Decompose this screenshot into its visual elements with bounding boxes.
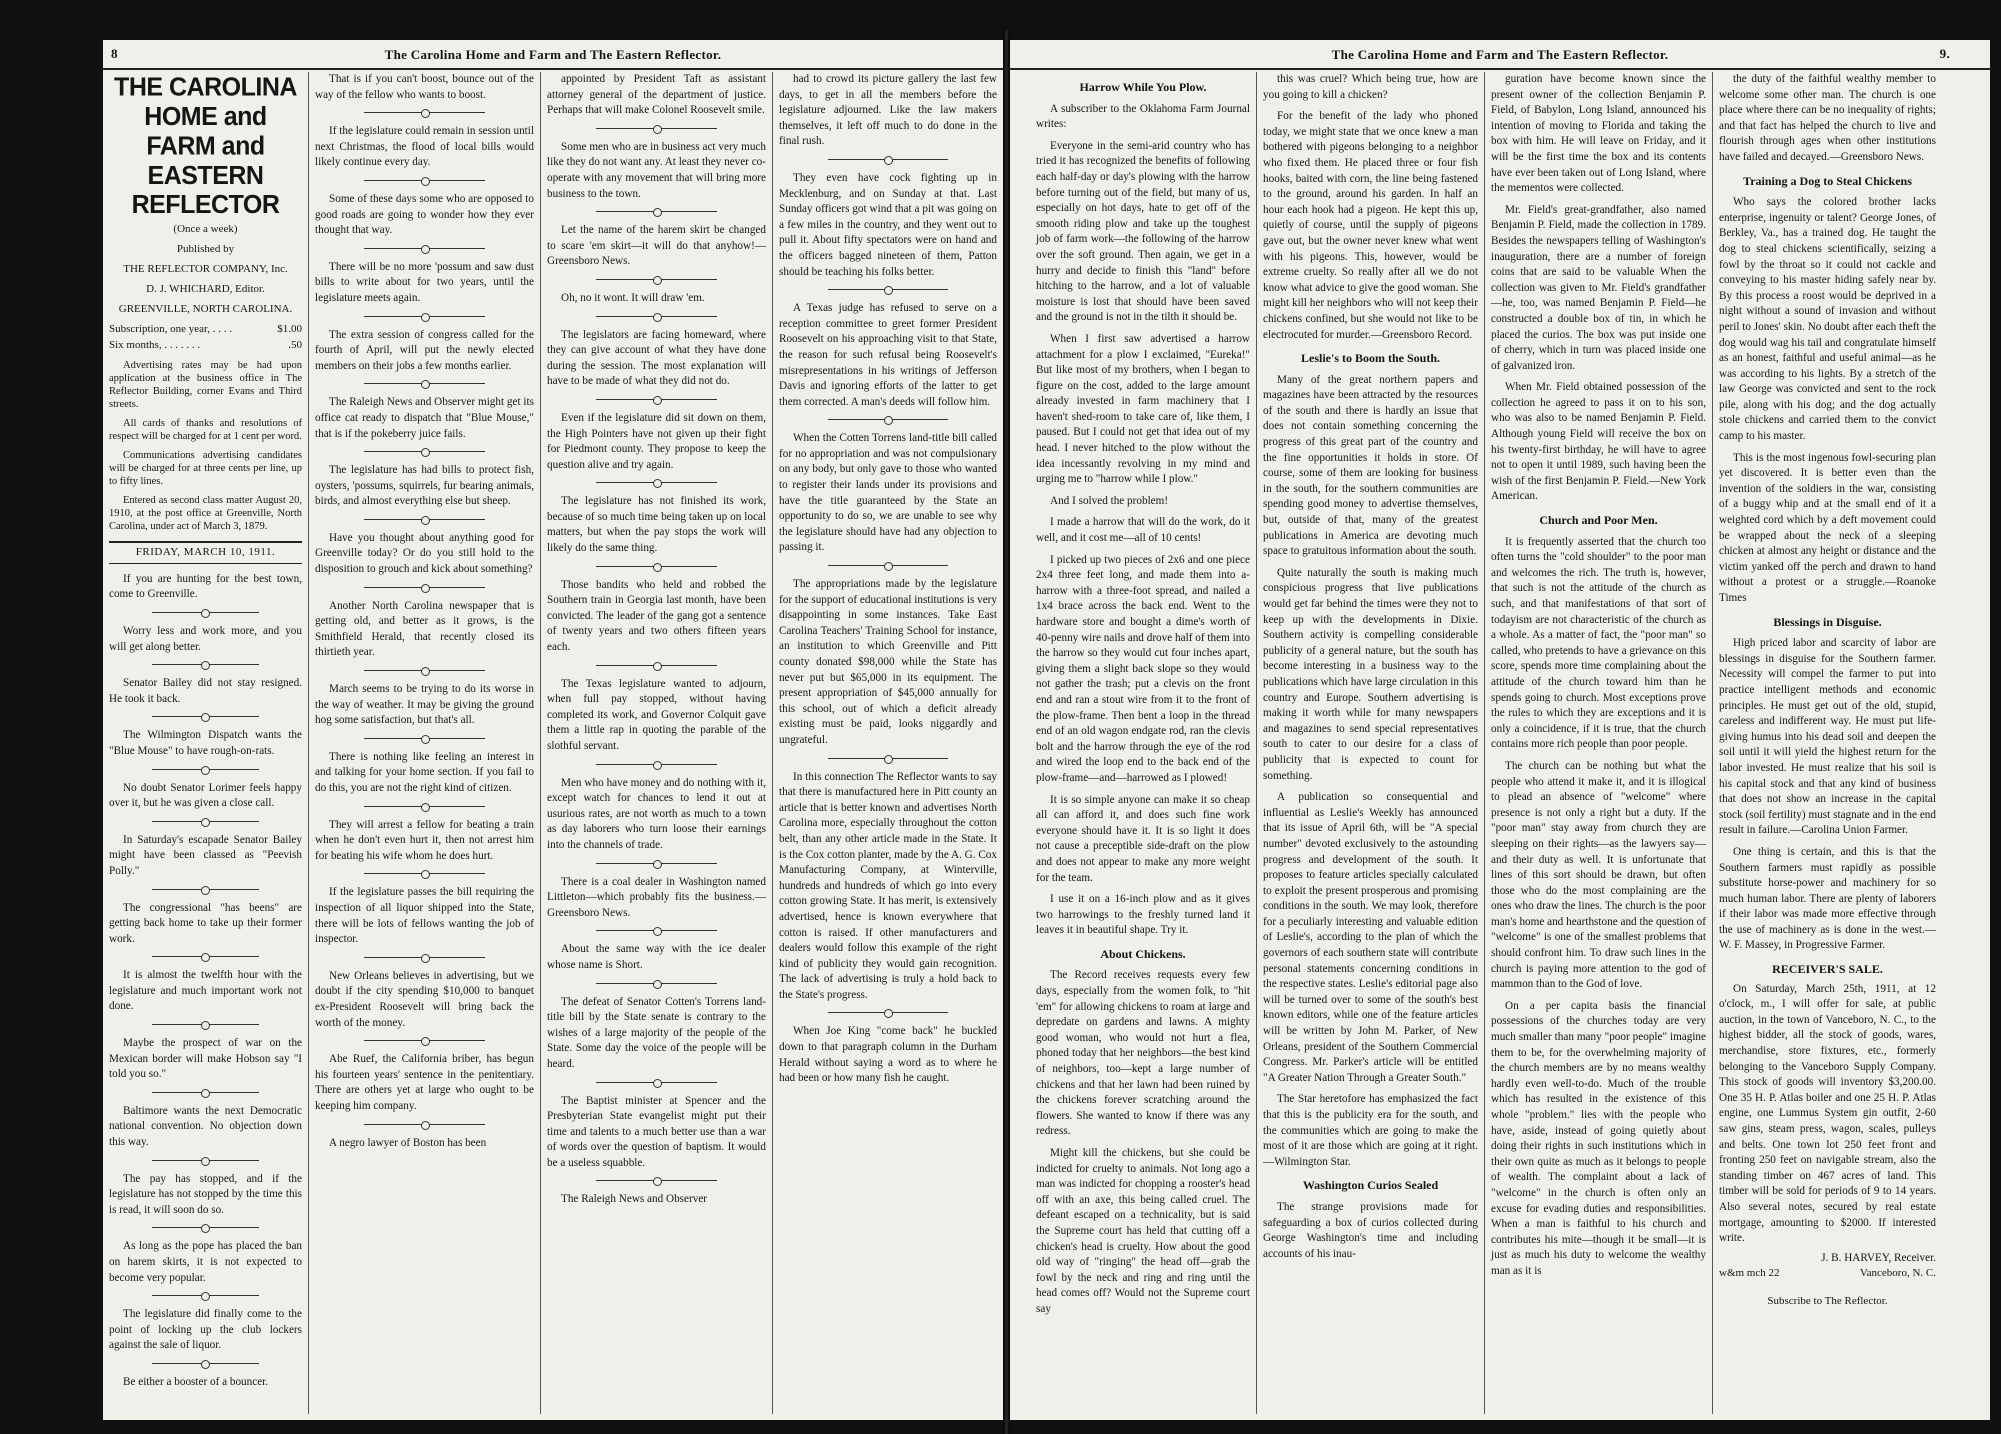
masthead-frequency: (Once a week) <box>173 223 238 235</box>
section-divider <box>596 313 716 320</box>
left-column-1 <box>103 72 308 1414</box>
paragraph: This is the most ingenous fowl-securing plan yet discovered. It is better even than the invention of the soldiers in the war, consisting of a buggy whip and at the small end of it a weighted cord which by a deft movement could be wrapped about the neck of a sleeping chicken at almost any height or distance and the victim yanked off the perch and drawn to hand without a protest or a struggle.—Roanoke Times <box>1719 451 1936 604</box>
section-divider <box>364 803 484 810</box>
section-divider <box>596 208 716 215</box>
section-divider <box>152 818 258 825</box>
paragraph: Baltimore wants the next Democratic national convention. No objection down this way. <box>109 1104 302 1149</box>
section-divider <box>364 954 484 961</box>
paragraph: Even if the legislature did sit down on them, the High Pointers have not given up their fight for Piedmont county. They propose to keep the question alive and try again. <box>547 411 766 471</box>
left-column-2 <box>308 72 540 1414</box>
paragraph: It is frequently asserted that the church too often turns the "cold shoulder" to the poor man and welcomes the rich. The truth is, however, that such is not the attitude of the church as such, and that manifestations of that sort of todayism are not characteristic of the church as a whole. As a matter of fact, the "poor man" so called, who pretends to have a grievance on this score, spends more time complaining about the attitude of the church toward him than he spends going to church. Most exceptions prove the rules to which they are exceptions and it is only a coincidence, if it is true, that the church contains more rich people than poor people. <box>1491 535 1706 751</box>
running-title-right: The Carolina Home and Farm and The Eastern Reflector. <box>1331 47 1669 62</box>
article-body <box>1263 72 1478 343</box>
paragraph: When the Cotten Torrens land-title bill called for no appropriation and was not compulsionary on any body, but only gave to those who wanted to register their lands under its provisions and have the title guaranteed by the State an opportunity to do so, we are unable to see why the legislature should have had any objection to passing it. <box>779 432 997 554</box>
article-heading: Harrow While You Plow. <box>1079 80 1207 94</box>
masthead-publisher: THE REFLECTOR COMPANY, Inc. <box>123 263 288 275</box>
subscription-rates <box>109 322 302 353</box>
section-divider <box>364 667 484 674</box>
right-column-2 <box>1256 72 1484 1414</box>
communications-notice: Communications advertising candidates will be charged for at three cents per line, up to fifty lines. <box>109 450 302 488</box>
right-column-3 <box>1484 72 1712 1414</box>
article-heading: Training a Dog to Steal Chickens <box>1743 173 1912 188</box>
paragraph: the duty of the faithful wealthy member to welcome some other man. The church is one place where there can be no inequality of rights; and that fact has helped the church to live and flourish through ages when other institutions have failed and decayed.—Greensboro News. <box>1719 73 1936 163</box>
section-divider <box>364 177 484 184</box>
paragraph-list <box>109 572 302 1391</box>
article-body <box>1263 1200 1478 1262</box>
paragraph: That is if you can't boost, bounce out of the way of the fellow who wants to boost. <box>315 73 534 101</box>
section-divider <box>364 1037 484 1044</box>
section-divider <box>364 313 484 320</box>
paragraph: The legislature has not finished its work, because of so much time being taken up on local matters, but when the pay stops the work will likely do the same thing. <box>547 495 766 555</box>
paragraph: If the legislature could remain in session until next Christmas, the flood of local bills would likely continue every day. <box>315 125 534 169</box>
section-divider <box>364 870 484 877</box>
paragraph: When Joe King "come back" he buckled down to that paragraph column in the Durham Herald without saying a word as to where he had been or how many fish he caught. <box>779 1025 997 1085</box>
subscription-label-2: Six months, . . . . . . . <box>109 338 201 351</box>
section-divider <box>364 245 484 252</box>
paragraph: Might kill the chickens, but she could be indicted for cruelty to animals. Not long ago a man was indicted for chopping a rooster's head off with an axe, this being called cruel. The defeant escaped on a technicality, but is said the Supreme court has held that cutting off a chicken's head is cruelty. How about the good old way of "ringing" the head off—grab the fowl by the neck and ring and ring until the head comes off? Would not the Supreme court say <box>1036 1147 1250 1315</box>
paragraph: The legislature did finally come to the point of locking up the club lockers against the sale of liquor. <box>109 1308 302 1352</box>
paragraph: It is so simple anyone can make it so cheap all can afford it, and does such fine work everyone should have it. It is so light it does not cause a preceptible side-draft on the plow and does not appear to make any more weight for the team. <box>1036 793 1250 884</box>
section-divider <box>152 609 258 616</box>
section-divider <box>152 1089 258 1096</box>
paragraph: As long as the pope has placed the ban on harem skirts, it is not expected to become very popular. <box>109 1240 302 1284</box>
paragraph: The Texas legislature wanted to adjourn, when full pay stopped, without having completed its work, and Governor Colquit gave them a little rap in quoting the parable of the slothful servant. <box>547 677 766 752</box>
sale-date: w&m mch 22 <box>1719 1267 1780 1280</box>
paragraph: If the legislature passes the bill requiring the inspection of all liquor shipped into the State, there will be lots of fellows wanting the job of inspector. <box>315 886 534 946</box>
left-page <box>103 40 1003 1420</box>
section-divider <box>596 276 716 283</box>
running-head-left <box>103 44 1003 70</box>
paragraph: The legislators are facing homeward, where they can give account of what they have done during the session. The most explanation will have to be made of what they did not do. <box>547 328 766 388</box>
article-heading: About Chickens. <box>1100 946 1186 961</box>
sale-place: Vanceboro, N. C. <box>1859 1267 1936 1280</box>
paragraph: Worry less and work more, and you will get along better. <box>109 624 302 653</box>
paragraph: When I first saw advertised a harrow attachment for a plow I exclaimed, "Eureka!" But like most of my brothers, when I began to figure on the cost, added to the large amount already invested in farm machinery that I haven't shed-room to take care of, like them, I paused. But I could not get that idea out of my head. I never hitched to the plow without the idea incessantly revolving in my mind and urging me to "harrow while I plow." <box>1036 332 1250 486</box>
section-divider <box>152 1157 258 1164</box>
paragraph: High priced labor and scarcity of labor are blessings in disguise for the Southern farmer. Necessity will compel the farmer to put into practice intelligent methods and economic principles. He must get out of the old, stupid, careless and indifferent way. He must put life-giving humus into his dead soil and deepen the soil until it will yield the highest return for the labor invested. He must realize that his soil is his capital stock and that any kind of business that does not show an increase in the capital stock (soil fertility) must stagnate and in the end result in failure.—Carolina Union Farmer. <box>1719 637 1936 837</box>
paragraph: Many of the great northern papers and magazines have been attracted by the resources of the south and there is hardly an issue that does not contain something concerning the progress of this great part of the country and the fine opportunities it holds in store. Of course, some of them are looking for business in the south, for the southern communities are spending good money to advertise themselves, but, outside of that, many of the greatest publications in America are devoting much space to gratuitous information about the south. <box>1263 373 1478 558</box>
paragraph: If you are hunting for the best town, come to Greenville. <box>109 572 302 601</box>
sale-heading: RECEIVER'S SALE. <box>1772 962 1883 977</box>
sale-footer <box>1719 1266 1936 1282</box>
article-body <box>1263 373 1478 1171</box>
page-number-left: 8 <box>111 46 118 61</box>
section-divider <box>828 416 948 423</box>
cards-notice: All cards of thanks and resolutions of respect will be charged for at 1 cent per word. <box>109 418 302 443</box>
section-divider <box>596 125 716 132</box>
section-divider <box>596 662 716 669</box>
section-divider <box>596 761 716 768</box>
paragraph: A subscriber to the Oklahoma Farm Journal writes: <box>1036 102 1250 131</box>
article-body <box>1719 636 1936 954</box>
paragraph: When Mr. Field obtained possession of the collection he agreed to pass it on to his son, who was also to be named Benjamin P. Field. Although young Field will receive the box on his twenty-first birthday, he will have to agree not to open it until 1989, such having been the wish of the first Benjamin P. Field.—New York American. <box>1491 381 1706 503</box>
paragraph: The Raleigh News and Observer <box>561 1193 708 1206</box>
page-number-right: 9. <box>1939 46 1950 61</box>
issue-dateline: FRIDAY, MARCH 10, 1911. <box>109 541 302 564</box>
section-divider <box>152 1292 258 1299</box>
masthead-editor: D. J. WHICHARD, Editor. <box>146 283 265 295</box>
left-column-4 <box>772 72 1003 1414</box>
paragraph: In Saturday's escapade Senator Bailey might have been classed as "Peevish Polly." <box>109 833 302 877</box>
section-divider <box>364 1121 484 1128</box>
paragraph: Be either a booster of a bouncer. <box>123 1375 269 1388</box>
section-divider <box>596 396 716 403</box>
section-divider <box>596 563 716 570</box>
masthead-published-by: Published by <box>176 243 235 255</box>
paragraph: On a per capita basis the financial possessions of the churches today are very much smaller than many "poor people" imagine them to be, for the overwhelming majority of the church members are by no means wealthy hardly even well-to-do. Much of the trouble which has resulted in the existence of this whole "problem." lies with the people who have, aside, instead of going quietly about doing their rights in such institutions which in their own quite as much as it belongs to people of wealth. The complaint about a lack of "welcome" in the church is often only an excuse for evading duties and responsibilities. When a man is faithful to his church and contributes his mite—though it be small—it is just as much his duty to welcome the wealthy man as it is <box>1491 999 1706 1277</box>
paragraph: Men who have money and do nothing with it, except watch for chances to lend it out at usurious rates, are not worth as much to a town as day laborers who turn loose their earnings into the channels of trade. <box>547 776 766 851</box>
subscribe-line: Subscribe to The Reflector. <box>1767 1294 1888 1307</box>
entered-notice: Entered as second class matter August 20, 1910, at the post office at Greenville, North Carolina, under act of March 3, 1879. <box>109 495 302 533</box>
article-body <box>1491 72 1706 505</box>
paragraph: Everyone in the semi-arid country who has tried it has recognized the benefits of following each half-day or day's plowing with the harrow before turning out of the field, but many of us, especially on hot days, hate to get off of the smooth riding plow and take up the toughest job of farm work—the following of the harrow over the soft ground. Then again, we get in a hurry and decide to finish this "land" before hitching to the harrow, and a lot of valuable moisture is lost that should have been saved and the ground is not in the tilth it should be. <box>1036 139 1250 324</box>
paragraph: Quite naturally the south is making much conspicious progress that live publications would get far behind the times were they not to keep up with the developments in Dixie. Southern activity is compelling considerable publicity of a general nature, but the south has become interesting in a business way to the publications which have large circulation in this country and Europe. Southern advertising is making it worth while for many newspapers and magazines to send special representatives south to cater to our desire for a class of publicity that is expected to count for something. <box>1263 566 1478 782</box>
paragraph: A publication so consequential and influential as Leslie's Weekly has announced that its issue of April 6th, will be "A special number" devoted exclusively to the astounding progress and development of the south. It proposes to feature articles specially calculated to exploit the present prosperous and promising conditions in the south. We may look, therefore for a peculiarly interesting and valuable edition of Leslie's, according to the plan of which the governors of each southern state will contribute personal statements concerning conditions in the respective states. Leslie's editorial page also will be turned over to some of the south's best known editors, while one of the feature articles will be written by John M. Parker, of New Orleans, president of the Southern Commercial Congress. Mr. Parker's article will be entitled "A Greater Nation Through a Greater South." <box>1263 791 1478 1084</box>
paragraph: Another North Carolina newspaper that is getting old, and better as it grows, is the Smithfield Herald, that recently closed its thirtieth year. <box>315 599 534 659</box>
right-column-4 <box>1712 72 1942 1414</box>
section-divider <box>828 1009 948 1016</box>
advertising-notice: Advertising rates may be had upon application at the business office in The Reflector Building, corner Evans and Third streets. <box>109 360 302 411</box>
paragraph: There will be no more 'possum and saw dust bills to write about for two years, until the legislature meets again. <box>315 260 534 304</box>
subscription-price-1: $1.00 <box>277 323 302 335</box>
section-divider <box>828 286 948 293</box>
section-divider <box>152 1360 258 1367</box>
article-body <box>1036 968 1250 1317</box>
paragraph: Maybe the prospect of war on the Mexican border will make Hobson say "I told you so." <box>109 1037 302 1081</box>
section-divider <box>364 584 484 591</box>
paragraph: The appropriations made by the legislature for the support of educational institutions is very disappointing in some instances. Take East Carolina Teachers' Training School for instance, an institution to which Greenville and Pitt county donated $98,000 while the State has never put but $65,000 in its equipment. The present appropriation of $45,000 annually for this school, out of which a deficit already existing must be paid, looks niggardly and ungrateful. <box>779 578 997 746</box>
paragraph: I picked up two pieces of 2x6 and one piece 2x4 three feet long, and made them into a-harrow with a three-foot spread, and nailed a 1x4 brace across the back end. Went to the hardware store and bought a dime's worth of 40-penny wire nails and drove half of them into the harrow so they would cut four inches apart, giving them a slight back slope so they would not gather the trash; put a clevis on the front end and ran a stout wire from it to the front of the plow-frame. Then bent a loop in the thread end of an old wagon endgate rod, ran the clevis bolt and the harrow through the eye of the rod and wired the loop end to the back end of the plow-frame—and—harrowed as I plowed! <box>1036 553 1250 784</box>
article-heading: Blessings in Disguise. <box>1773 614 1882 629</box>
paragraph: Oh, no it wont. It will draw 'em. <box>561 291 705 304</box>
section-divider <box>364 380 484 387</box>
article-body <box>1719 195 1936 606</box>
paragraph: Some of these days some who are opposed to good roads are going to wonder how they ever thought that way. <box>315 192 534 237</box>
section-divider <box>152 661 258 668</box>
paragraph: And I solved the problem! <box>1050 494 1169 507</box>
article-body <box>1036 102 1250 939</box>
paragraph: Have you thought about anything good for Greenville today? Or do you still hold to the disposition to grouch and kick about something? <box>315 531 534 576</box>
section-divider <box>596 860 716 867</box>
paragraph: Senator Bailey did not stay resigned. He took it back. <box>109 677 302 705</box>
section-divider <box>364 516 484 523</box>
section-divider <box>596 1177 716 1184</box>
paragraph: In this connection The Reflector wants to say that there is manufactured here in Pitt county an article that is better known and advertises North Carolina more, especially throughout the cotton belt, than any other article made in the State. It is the Cox cotton planter, made by the A. G. Cox Manufacturing Company, at Winterville, hundreds and hundreds of which go into every cotton growing State. It has merit, is extensively advertised, hence is known everywhere that cotton is raised. If other manufacturers and dealers would follow this example of the right kind of publicity they would gain recognition. The lack of advertising is truly a hold back to the State's progress. <box>779 770 997 1001</box>
section-divider <box>152 1224 258 1231</box>
paragraph: Some men who are in business act very much like they do not want any. At least they never co-operate with any movement that will bring more business to the town. <box>547 140 766 200</box>
section-divider <box>828 156 948 163</box>
running-head-right <box>1010 44 1990 70</box>
paragraph: The church can be nothing but what the people who attend it make it, and it is illogical to plead an absence of "welcome" where presence is not only a right but a duty. If the "poor man" stay away from church they are sleeping on their rights—as the lawyers say—and their duty as well. It is unfortunate that lines of this sort should be drawn, but often those who do the most complaining are the ones who draw the lines. The church is the poor man's home and hearthstone and the question of "welcome" is one of the smallest problems that should confront him. To draw such lines in the church is paying more attention to the god of mammon than to the God of love. <box>1491 759 1706 991</box>
masthead-title: THE CAROLINA HOME and FARM and EASTERN REFLECTOR <box>114 72 297 220</box>
paragraph: The strange provisions made for safeguarding a box of curios collected during George Washington's time and including accounts of his inau- <box>1263 1200 1478 1260</box>
sale-text: On Saturday, March 25th, 1911, at 12 o'clock, m., I will offer for sale, at public auction, in the town of Vanceboro, N. C., to the highest bidder, all the stock of goods, wares, merchandise, store fixtures, etc., formerly belonging to the Vanceboro Supply Company. This stock of goods will inventory $3,200.00. One 35 H. P. Atlas boiler and one 25 H. P. Atlas engine, one Lummus System gin outfit, 2-60 saw gins, steam press, wagon, scales, pulleys and belts. One town lot 250 feet front and fronting 250 feet on navigable stream, also the standing timber on 467 acres of land. This timber will be sold for periods of 9 to 14 years. Also several notes, secured by real estate mortgage, amounting to $2000. If interested write. <box>1719 982 1936 1245</box>
paragraph: The Star heretofore has emphasized the fact that this is the publicity era for the south, and the communities which are going to make the most of it are those which are going at it right.—Wilmington Star. <box>1263 1093 1478 1168</box>
paragraph: The Baptist minister at Spencer and the Presbyterian State evangelist might put their time and talents to a much better use than a war of words over the question of baptism. It would be a useless squabble. <box>547 1094 766 1169</box>
left-column-3 <box>540 72 772 1414</box>
section-divider <box>596 980 716 987</box>
masthead-location: GREENVILLE, NORTH CAROLINA. <box>118 303 293 315</box>
paragraph: March seems to be trying to do its worse in the way of weather. It may be giving the ground hog some satisfaction, but that's all. <box>315 683 534 727</box>
section-divider <box>152 1021 258 1028</box>
paragraph: Abe Ruef, the California briber, has begun his fourteen years' sentence in the penitentiary. There are others yet at large who ought to be keeping him company. <box>315 1053 534 1112</box>
section-divider <box>596 1079 716 1086</box>
article-heading: Washington Curios Sealed <box>1302 1178 1439 1193</box>
section-divider <box>152 713 258 720</box>
paragraph: Mr. Field's great-grandfather, also named Benjamin P. Field, made the collection in 1789. Besides the newspapers telling of Washington's inauguration, there are a number of foreign coins that are said to be valuable When the collection was given to Mr. Field's grandfather—he, too, was named Benjamin P. Field—he constructed a double box of tin, in which he placed the curios. The box was put inside one of cherry, which in turn was placed inside one of galvanized iron. <box>1491 203 1706 372</box>
paragraph: The Wilmington Dispatch wants the "Blue Mouse" to have rough-on-rats. <box>109 729 302 757</box>
paragraph: Those bandits who held and robbed the Southern train in Georgia last month, have been convicted. The leader of the gang got a sentence of twenty years and two others fifteen years each. <box>547 578 766 654</box>
paragraph: The defeat of Senator Cotten's Torrens land-title bill by the State senate is contrary to the wishes of a large majority of the people of the State. Some day the voice of the people will be heard. <box>547 995 766 1070</box>
paragraph: It is almost the twelfth hour with the legislature and much important work not done. <box>109 969 302 1013</box>
running-title-left: The Carolina Home and Farm and The Eastern Reflector. <box>384 47 722 62</box>
paragraph: The congressional "has beens" are getting back home to take up their former work. <box>109 901 302 945</box>
paragraph-list <box>779 72 997 1087</box>
paragraph: One thing is certain, and this is that the Southern farmers must rapidly as possible substitute horse-power and machinery for so much human labor. There are plenty of laborers if their labor was made more effective through the use of machinery as is done in the west.—W. F. Massey, in Progressive Farmer. <box>1719 845 1936 952</box>
sale-signature: J. B. HARVEY, Receiver. <box>1821 1251 1936 1264</box>
paragraph: The Record receives requests every few days, especially from the women folk, to "hit 'em" for allowing chickens to roam at large and depredate on gardens and lawns. A mighty good woman, who would not hurt a flea, phoned today that her neighbors—the best kind of neighbors, too—kept a large number of chickens and that her lawn had been ruined by the chickens forever scratching around the flowers. She wanted to know if there was any redress. <box>1036 969 1250 1138</box>
paragraph: The Raleigh News and Observer might get its office cat ready to dispatch that "Blue Mouse," that is if the pokeberry juice fails. <box>315 396 534 440</box>
paragraph: had to crowd its picture gallery the last few days, to get in all the members before the legislature adjourned. Like the law makers themselves, it left off much to do done in the final rush. <box>779 73 997 148</box>
article-body <box>1719 72 1936 166</box>
paragraph: They will arrest a fellow for beating a train when he don't even hurt it, then not arrest him for beating his wife whom he does hurt. <box>315 818 534 862</box>
paragraph: There is nothing like feeling an interest in and talking for your home section. If you fail to do this, you are not the right kind of citizen. <box>315 750 534 794</box>
paragraph: guration have become known since the present owner of the collection Benjamin P. Field, of Babylon, Long Island, announced his intention of moving to Florida and taking the box with him. He will leave on Friday, and it will be the first time the box and its contents have ever been taken out of Long Island, where the mementos were collected. <box>1491 73 1706 195</box>
right-page <box>1010 40 1990 1420</box>
section-divider <box>596 479 716 486</box>
paragraph: Who says the colored brother lacks enterprise, ingenuity or talent? George Jones, of Berkley, Va., has a trained dog. He taught the dog to steal chickens scientifically, seizing a fowl by the throat so it could not cackle and conveying to his master hiding safely near by. By this process a roost would be deprived in a night without a sound of invasion and without peril to Jones' skin. No doubt after each theft the dog would wag his tail and congratulate himself as an honest, faithful and useful animal—as he was according to his lights. By a stretch of the law George was convicted and sent to the rock pile, along with his dog; and the dog actually stole chickens and carried them to the convict camp to his master. <box>1719 196 1937 443</box>
section-divider <box>152 886 258 893</box>
paragraph: The extra session of congress called for the fourth of April, will put the newly elected members on their jobs a few months earlier. <box>315 328 534 372</box>
section-divider <box>828 562 948 569</box>
section-divider <box>152 766 258 773</box>
right-column-1 <box>1030 72 1256 1414</box>
paragraph: A Texas judge has refused to serve on a reception committee to greet former President Roosevelt on his approaching visit to that State, the reason for such refusal being Roosevelt's misrepresentations in his writings of Jefferson Davis and ignoring efforts of the latter to get them corrected. A man's deeds will follow him. <box>779 302 997 408</box>
paragraph: I use it on a 16-inch plow and as it gives two harrowings to the freshly turned land it leaves it in beautiful shape. Try it. <box>1036 893 1250 937</box>
paragraph: There is a coal dealer in Washington named Littleton—which probably fits the business.—Greensboro News. <box>547 875 766 919</box>
paragraph: The pay has stopped, and if the legislature has not stopped by the time this is read, it will soon do so. <box>109 1172 302 1216</box>
paragraph: appointed by President Taft as assistant attorney general of the department of justice. Perhaps that will make Colonel Roosevelt smile. <box>547 73 766 117</box>
paragraph: this was cruel? Which being true, how are you going to kill a chicken? <box>1263 73 1478 101</box>
article-body <box>1491 535 1706 1280</box>
paragraph: They even have cock fighting up in Mecklenburg, and on Sunday at that. Last Sunday officers got wind that a pit was going on a few miles in the country, and they went out to pull it. About fifty spectators were on hand and the officers bagged nineteen of them, Patton should be teaching his folks better. <box>779 171 997 278</box>
subscription-price-2: .50 <box>288 338 302 351</box>
section-divider <box>364 448 484 455</box>
article-heading: Church and Poor Men. <box>1539 513 1658 528</box>
paragraph: Let the name of the harem skirt be changed to scare 'em skirt—it will do that anyhow!—Greensboro News. <box>547 224 766 268</box>
page-fold <box>1003 30 1010 1434</box>
section-divider <box>364 735 484 742</box>
paragraph: A negro lawyer of Boston has been <box>329 1136 487 1149</box>
paragraph: For the benefit of the lady who phoned today, we might state that we once knew a man bothered with pigeons belonging to a neighbor who fixed them. He placed three or four fish hooks, baited with corn, the line being fastened to the ground, around his garden. In half an hour each hook had a pigeon. He kept this up, quietly of course, until the supply of pigeons gave out, but the owner never knew what went with his pigeons. This, however, would be extreme cruelty. So really after all we do not know what advice to give the good woman. She might kill her neighbors who will not keep their chickens confined, but she would not like to be electrocuted for murder.—Greensboro Record. <box>1263 110 1478 341</box>
section-divider <box>364 109 484 116</box>
paragraph: The legislature has had bills to protect fish, oysters, 'possums, squirrels, fur bearing animals, birds, and almost everything else but sheep. <box>315 464 534 508</box>
paragraph: I made a harrow that will do the work, do it well, and it cost me—all of 10 cents! <box>1036 516 1250 545</box>
section-divider <box>152 953 258 960</box>
section-divider <box>828 755 948 762</box>
paragraph: About the same way with the ice dealer whose name is Short. <box>547 943 766 971</box>
article-heading: Leslie's to Boom the South. <box>1300 351 1440 366</box>
paragraph: No doubt Senator Lorimer feels happy over it, but he was given a close call. <box>109 781 302 810</box>
paragraph-list <box>315 72 534 1151</box>
subscription-label-1: Subscription, one year, . . . . <box>109 323 232 335</box>
section-divider <box>596 927 716 934</box>
paragraph: New Orleans believes in advertising, but we doubt if the city spending $10,000 to banquet ex-President Roosevelt will bring back the worth of the money. <box>315 969 534 1029</box>
paragraph-list <box>547 72 766 1208</box>
